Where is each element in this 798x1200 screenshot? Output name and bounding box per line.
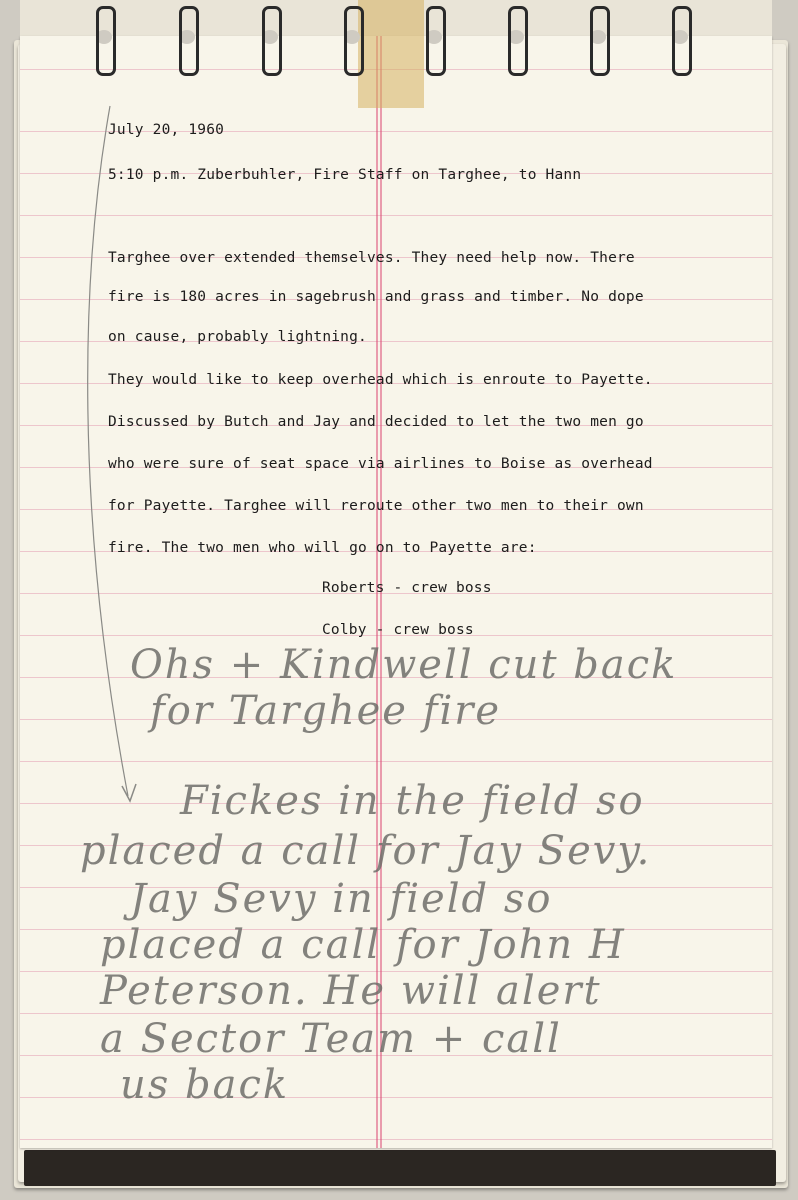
handwritten-line: a Sector Team + call (100, 1016, 562, 1062)
spiral-ring (426, 6, 446, 76)
handwritten-line: Peterson. He will alert (100, 968, 602, 1014)
typed-line: fire. The two men who will go on to Payette are: (108, 540, 537, 556)
notebook-page (20, 36, 772, 1148)
spiral-ring (672, 6, 692, 76)
handwritten-line: for Targhee fire (150, 688, 502, 734)
spiral-ring (508, 6, 528, 76)
crew-line: Colby - crew boss (322, 622, 474, 638)
crew-line: Roberts - crew boss (322, 580, 492, 596)
entry-header: 5:10 p.m. Zuberbuhler, Fire Staff on Targhee, to Hann (108, 167, 582, 183)
spiral-ring (262, 6, 282, 76)
handwritten-line: Jay Sevy in field so (130, 876, 553, 922)
spiral-ring (179, 6, 199, 76)
handwritten-line: Ohs + Kindwell cut back (130, 642, 678, 688)
handwritten-line: Fickes in the field so (180, 778, 645, 824)
spiral-ring (344, 6, 364, 76)
cardboard-backing (24, 1150, 776, 1186)
typed-line: Targhee over extended themselves. They need help now. There (108, 250, 635, 266)
typed-line: Discussed by Butch and Jay and decided to let the two men go (108, 414, 644, 430)
handwritten-line: placed a call for Jay Sevy. (80, 828, 652, 874)
entry-date: July 20, 1960 (108, 122, 225, 138)
spiral-ring (96, 6, 116, 76)
handwritten-line: placed a call for John H (100, 922, 626, 968)
typed-line: for Payette. Targhee will reroute other two men to their own (108, 498, 644, 514)
tape-strip (358, 0, 424, 108)
typed-line: fire is 180 acres in sagebrush and grass and timber. No dope (108, 289, 644, 305)
typed-line: on cause, probably lightning. (108, 329, 367, 345)
typed-line: They would like to keep overhead which is enroute to Payette. (108, 372, 653, 388)
typed-line: who were sure of seat space via airlines to Boise as overhead (108, 456, 653, 472)
spiral-ring (590, 6, 610, 76)
handwritten-line: us back (120, 1062, 290, 1108)
